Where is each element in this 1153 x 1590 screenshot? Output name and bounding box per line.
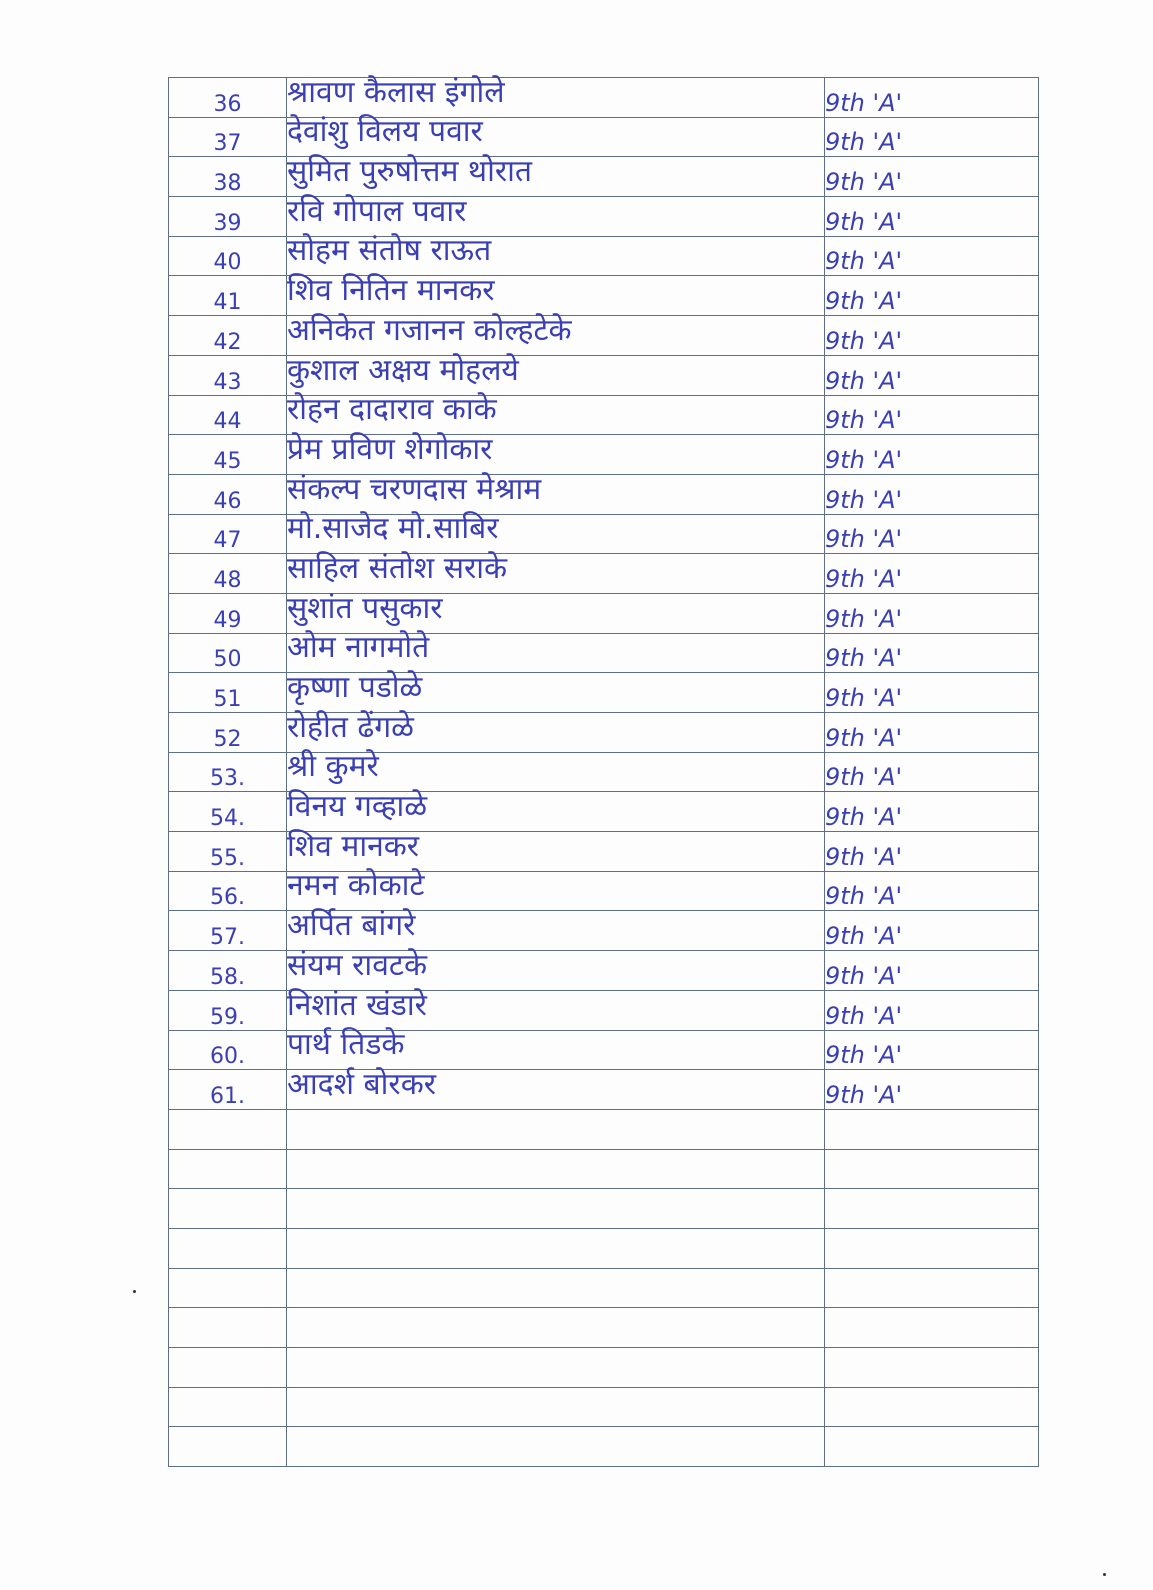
blank-cell	[169, 1427, 287, 1467]
blank-cell	[169, 1268, 287, 1308]
roll-number: 55.	[169, 832, 287, 872]
roll-number: 48	[169, 554, 287, 594]
class-division: 9th 'A'	[825, 951, 1039, 991]
blank-row	[169, 1109, 1039, 1149]
student-name: नमन कोकाटे	[287, 868, 425, 904]
roll-number: 53.	[169, 752, 287, 792]
student-name: सुमित पुरुषोत्तम थोरात	[287, 154, 533, 190]
blank-cell	[825, 1268, 1039, 1308]
student-name-cell	[287, 828, 825, 872]
blank-cell	[287, 1189, 825, 1229]
student-name: श्री कुमरे	[287, 749, 379, 785]
table-row	[169, 276, 1039, 316]
table-row	[169, 951, 1039, 991]
blank-row	[169, 1427, 1039, 1467]
roll-number: 50	[169, 633, 287, 673]
blank-cell	[287, 1268, 825, 1308]
roll-number: 46	[169, 474, 287, 514]
blank-cell	[169, 1149, 287, 1189]
blank-cell	[169, 1109, 287, 1149]
blank-cell	[287, 1348, 825, 1388]
student-name-cell	[287, 193, 825, 237]
roll-number: 41	[169, 276, 287, 316]
student-register-table	[168, 74, 1039, 1467]
student-name: रवि गोपाल पवार	[287, 193, 467, 229]
student-name-cell	[287, 1066, 825, 1110]
class-division: 9th 'A'	[825, 236, 1039, 276]
roll-number: 42	[169, 316, 287, 356]
blank-cell	[169, 1308, 287, 1348]
roll-number: 56.	[169, 871, 287, 911]
class-division: 9th 'A'	[825, 1070, 1039, 1110]
table-row	[169, 911, 1039, 951]
roll-number: 45	[169, 435, 287, 475]
blank-cell	[169, 1348, 287, 1388]
student-name: रोहन दादाराव काके	[287, 392, 497, 428]
roll-number: 49	[169, 593, 287, 633]
table-row	[169, 713, 1039, 753]
student-name-cell	[287, 114, 825, 157]
class-division: 9th 'A'	[825, 911, 1039, 951]
class-division: 9th 'A'	[825, 117, 1039, 157]
student-name: अनिकेत गजानन कोल्हटेके	[287, 312, 572, 348]
roll-number: 44	[169, 395, 287, 435]
class-division: 9th 'A'	[825, 554, 1039, 594]
student-name: साहिल संतोश सराके	[287, 550, 508, 586]
blank-cell	[825, 1387, 1039, 1427]
student-name: संयम रावटके	[287, 947, 428, 983]
class-division: 9th 'A'	[825, 832, 1039, 872]
register-body	[169, 74, 1039, 1467]
student-name-cell	[287, 352, 825, 395]
table-row	[169, 355, 1039, 395]
table-row	[169, 316, 1039, 356]
class-division: 9th 'A'	[825, 1030, 1039, 1070]
blank-row	[169, 1149, 1039, 1189]
blank-row	[169, 1228, 1039, 1268]
blank-cell	[287, 1308, 825, 1348]
roll-number: 52	[169, 713, 287, 753]
class-division: 9th 'A'	[825, 792, 1039, 832]
student-name-cell	[287, 392, 825, 435]
blank-row	[169, 1348, 1039, 1388]
student-name-cell	[287, 233, 825, 276]
student-name: विनय गव्हाळे	[287, 789, 428, 825]
student-name-cell	[287, 987, 825, 1030]
student-name: देवांशु विलय पवार	[287, 114, 483, 150]
blank-cell	[169, 1387, 287, 1427]
student-name: सोहम संतोष राऊत	[287, 233, 492, 269]
student-name-cell	[287, 154, 825, 197]
roll-number: 59.	[169, 990, 287, 1030]
class-division: 9th 'A'	[825, 990, 1039, 1030]
table-row	[169, 871, 1039, 911]
blank-cell	[287, 1109, 825, 1149]
roll-number: 39	[169, 197, 287, 237]
student-name: सुशांत पसुकार	[287, 590, 443, 626]
blank-cell	[825, 1149, 1039, 1189]
table-row	[169, 514, 1039, 554]
roll-number: 43	[169, 355, 287, 395]
roll-number: 54.	[169, 792, 287, 832]
table-row	[169, 1070, 1039, 1110]
roll-number: 51	[169, 673, 287, 713]
blank-row	[169, 1387, 1039, 1427]
student-name-cell	[287, 550, 825, 594]
roll-number: 58.	[169, 951, 287, 991]
student-name-cell	[287, 749, 825, 792]
student-name-cell	[287, 471, 825, 514]
blank-cell	[287, 1387, 825, 1427]
table-row	[169, 673, 1039, 713]
table-row	[169, 197, 1039, 237]
class-division: 9th 'A'	[825, 157, 1039, 197]
class-division: 9th 'A'	[825, 514, 1039, 554]
table-row	[169, 78, 1039, 118]
blank-row	[169, 1308, 1039, 1348]
student-name-cell	[287, 1027, 825, 1070]
student-name-cell	[287, 630, 825, 673]
student-name: कृष्णा पडोळे	[287, 670, 423, 705]
student-name: आदर्श बोरकर	[287, 1066, 437, 1102]
table-row	[169, 117, 1039, 157]
class-division: 9th 'A'	[825, 78, 1039, 118]
blank-cell	[287, 1149, 825, 1189]
student-name-cell	[287, 590, 825, 633]
table-row	[169, 474, 1039, 514]
table-row	[169, 435, 1039, 475]
blank-cell	[169, 1228, 287, 1268]
student-name-cell	[287, 273, 825, 316]
roll-number: 36	[169, 78, 287, 118]
table-row	[169, 554, 1039, 594]
student-name: पार्थ तिडके	[287, 1027, 405, 1063]
student-name-cell	[287, 868, 825, 911]
student-name-cell	[287, 789, 825, 832]
class-division: 9th 'A'	[825, 673, 1039, 713]
blank-cell	[825, 1228, 1039, 1268]
student-name: संकल्प चरणदास मेश्राम	[287, 471, 542, 507]
roll-number: 38	[169, 157, 287, 197]
class-division: 9th 'A'	[825, 633, 1039, 673]
class-division: 9th 'A'	[825, 395, 1039, 435]
class-division: 9th 'A'	[825, 593, 1039, 633]
table-row	[169, 593, 1039, 633]
class-division: 9th 'A'	[825, 474, 1039, 514]
roll-number: 60.	[169, 1030, 287, 1070]
class-division: 9th 'A'	[825, 355, 1039, 395]
class-division: 9th 'A'	[825, 713, 1039, 753]
student-name-cell	[287, 74, 825, 118]
student-name: श्रावण कैलास इंगोले	[287, 74, 505, 110]
student-name: ओम नागमोते	[287, 630, 430, 666]
roll-number: 40	[169, 236, 287, 276]
student-name-cell	[287, 670, 825, 713]
blank-cell	[169, 1189, 287, 1229]
table-row	[169, 752, 1039, 792]
class-division: 9th 'A'	[825, 316, 1039, 356]
roll-number: 57.	[169, 911, 287, 951]
table-row	[169, 1030, 1039, 1070]
roll-number: 47	[169, 514, 287, 554]
blank-cell	[287, 1228, 825, 1268]
student-name: रोहीत ढेंगळे	[287, 709, 414, 745]
student-name: निशांत खंडारे	[287, 987, 427, 1023]
table-row	[169, 990, 1039, 1030]
student-name: कुशाल अक्षय मोहलये	[287, 352, 519, 388]
student-name: मो.साजेद मो.साबिर	[287, 511, 499, 547]
blank-cell	[825, 1109, 1039, 1149]
stray-ink-dot	[1103, 1573, 1106, 1576]
table-row	[169, 236, 1039, 276]
student-name-cell	[287, 709, 825, 753]
blank-row	[169, 1268, 1039, 1308]
blank-row	[169, 1189, 1039, 1229]
student-name: शिव नितिन मानकर	[287, 273, 495, 309]
table-row	[169, 832, 1039, 872]
roll-number: 61.	[169, 1070, 287, 1110]
class-division: 9th 'A'	[825, 871, 1039, 911]
student-name-cell	[287, 312, 825, 356]
student-name-cell	[287, 908, 825, 951]
blank-cell	[825, 1427, 1039, 1467]
table-row	[169, 395, 1039, 435]
blank-cell	[287, 1427, 825, 1467]
class-division: 9th 'A'	[825, 752, 1039, 792]
student-name: अर्पित बांगरे	[287, 908, 416, 944]
stray-ink-dot	[133, 1290, 136, 1293]
class-division: 9th 'A'	[825, 197, 1039, 237]
student-name: प्रेम प्रविण शेगोकार	[287, 431, 493, 467]
class-division: 9th 'A'	[825, 435, 1039, 475]
student-name-cell	[287, 431, 825, 475]
table-row	[169, 792, 1039, 832]
roll-number: 37	[169, 117, 287, 157]
student-name-cell	[287, 511, 825, 554]
table-row	[169, 633, 1039, 673]
class-division: 9th 'A'	[825, 276, 1039, 316]
student-name-cell	[287, 947, 825, 991]
blank-cell	[825, 1308, 1039, 1348]
blank-cell	[825, 1189, 1039, 1229]
blank-cell	[825, 1348, 1039, 1388]
student-name: शिव मानकर	[287, 828, 420, 864]
table-row	[169, 157, 1039, 197]
